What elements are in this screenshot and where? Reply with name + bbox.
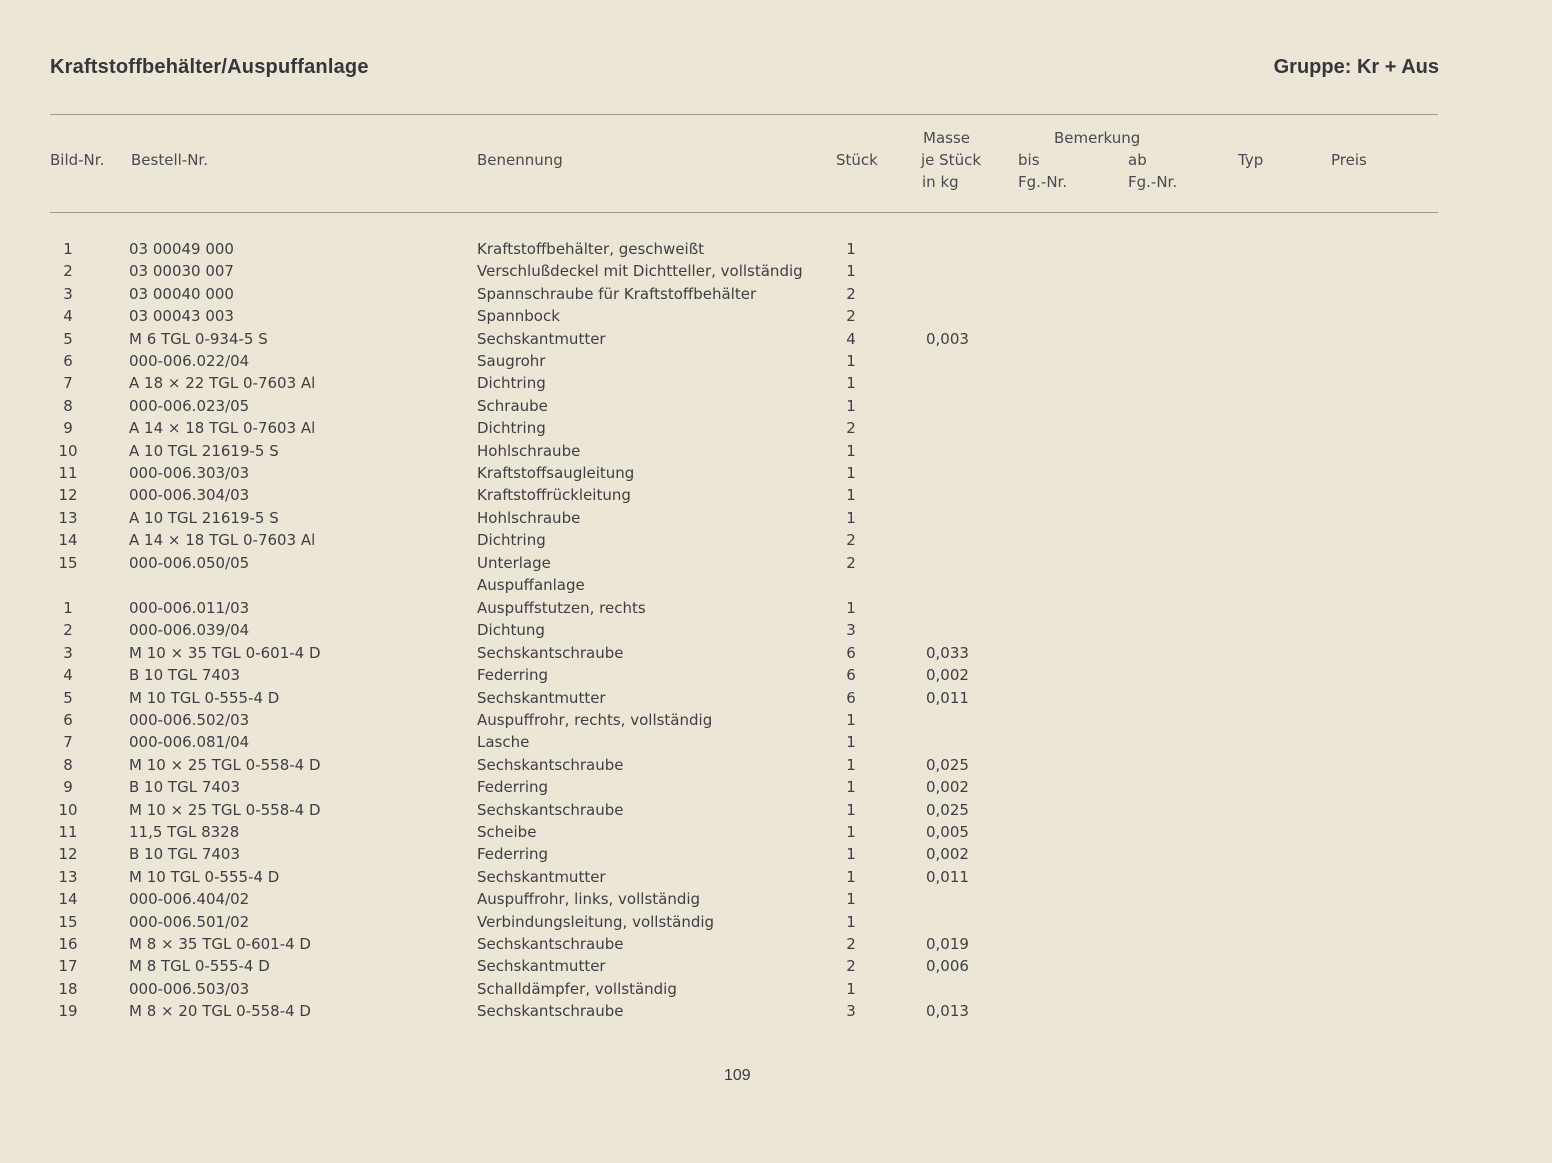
cell-benennung: Auspuffrohr, rechts, vollständig: [477, 711, 713, 729]
table-row: [0, 913, 1552, 935]
cell-benennung: Sechskantmutter: [477, 688, 606, 707]
col-header-stueck: Stück: [836, 151, 878, 169]
cell-masse: 0,019: [926, 935, 969, 953]
cell-benennung: Verbindungsleitung, vollständig: [477, 912, 715, 931]
cell-stueck: 1: [846, 778, 856, 797]
cell-bild-nr: 9: [63, 419, 73, 438]
cell-bestell-nr: 11,5 TGL 8328: [129, 823, 240, 841]
cell-benennung: Schalldämpfer, vollständig: [477, 979, 677, 998]
col-header-benennung: Benennung: [477, 151, 563, 169]
cell-bestell-nr: 000-006.023/05: [129, 396, 250, 415]
cell-bild-nr: 7: [63, 374, 73, 393]
table-row: [0, 957, 1552, 979]
cell-stueck: 6: [846, 688, 856, 707]
cell-bestell-nr: 000-006.039/04: [129, 621, 250, 640]
table-row: [0, 666, 1552, 688]
cell-benennung: Unterlage: [477, 553, 551, 572]
cell-benennung: Kraftstoffbehälter, geschweißt: [477, 240, 705, 258]
cell-stueck: 2: [846, 419, 856, 438]
cell-bestell-nr: 000-006.503/03: [129, 979, 250, 998]
table-row: [0, 733, 1552, 755]
table-row: [0, 778, 1552, 800]
cell-benennung: Sechskantschraube: [477, 755, 624, 774]
cell-benennung: Sechskantschraube: [477, 935, 624, 953]
table-row: [0, 644, 1552, 666]
cell-bestell-nr: 000-006.081/04: [129, 733, 250, 752]
cell-bestell-nr: B 10 TGL 7403: [129, 778, 240, 797]
cell-bestell-nr: 000-006.050/05: [129, 553, 250, 572]
cell-bestell-nr: 03 00043 003: [129, 307, 234, 326]
col-header-typ: Typ: [1238, 151, 1264, 169]
table-row: [0, 352, 1552, 374]
cell-bild-nr: 8: [63, 396, 73, 415]
cell-masse: 0,011: [926, 688, 969, 707]
cell-stueck: 6: [846, 666, 856, 685]
cell-benennung: Federring: [477, 778, 549, 797]
cell-bestell-nr: M 6 TGL 0-934-5 S: [129, 329, 268, 348]
cell-bild-nr: 1: [63, 599, 73, 617]
cell-bild-nr: 19: [58, 1002, 78, 1021]
cell-bestell-nr: B 10 TGL 7403: [129, 666, 240, 685]
cell-benennung: Sechskantmutter: [477, 957, 606, 976]
cell-bestell-nr: M 8 × 35 TGL 0-601-4 D: [129, 935, 311, 953]
cell-stueck: 2: [846, 307, 856, 326]
cell-bestell-nr: A 10 TGL 21619-5 S: [129, 441, 279, 460]
cell-stueck: 1: [846, 890, 856, 909]
page-number: 109: [724, 1067, 751, 1084]
cell-bild-nr: 18: [58, 979, 78, 998]
cell-benennung: Federring: [477, 666, 549, 685]
cell-benennung: Sechskantschraube: [477, 643, 624, 662]
cell-stueck: 2: [846, 553, 856, 572]
cell-bestell-nr: M 10 × 35 TGL 0-601-4 D: [129, 643, 321, 662]
cell-masse: 0,033: [926, 643, 969, 662]
cell-bild-nr: 16: [58, 935, 78, 953]
cell-bild-nr: 5: [63, 688, 73, 707]
cell-bestell-nr: 000-006.501/02: [129, 912, 250, 931]
cell-bild-nr: 15: [58, 553, 78, 572]
cell-benennung: Spannschraube für Kraftstoffbehälter: [477, 284, 757, 303]
col-header-in-kg: in kg: [922, 173, 959, 191]
cell-stueck: 4: [846, 329, 856, 348]
cell-stueck: 1: [846, 979, 856, 998]
page-title: Kraftstoffbehälter/Auspuffanlage: [50, 56, 369, 78]
cell-benennung: Spannbock: [477, 307, 560, 326]
cell-benennung: Hohlschraube: [477, 441, 581, 460]
table-row: [0, 599, 1552, 621]
cell-bild-nr: 13: [58, 508, 78, 527]
section-label-auspuffanlage: Auspuffanlage: [477, 576, 585, 594]
cell-benennung: Dichtring: [477, 419, 546, 438]
cell-stueck: 1: [846, 867, 856, 886]
cell-bestell-nr: B 10 TGL 7403: [129, 845, 240, 864]
cell-bild-nr: 3: [63, 643, 73, 662]
table-row: [0, 621, 1552, 643]
table-row: [0, 890, 1552, 912]
table-row: [0, 980, 1552, 1002]
table-row: [0, 689, 1552, 711]
cell-bestell-nr: M 10 × 25 TGL 0-558-4 D: [129, 755, 321, 774]
table-row: [0, 307, 1552, 329]
cell-masse: 0,002: [926, 778, 969, 797]
table-row: [0, 935, 1552, 957]
table-row: [0, 509, 1552, 531]
cell-masse: 0,003: [926, 329, 969, 348]
cell-bild-nr: 14: [58, 531, 78, 550]
cell-bild-nr: 10: [58, 441, 78, 460]
cell-benennung: Dichtring: [477, 374, 546, 393]
cell-bestell-nr: 03 00049 000: [129, 240, 234, 258]
cell-benennung: Saugrohr: [477, 352, 546, 370]
col-header-ab: ab: [1128, 151, 1147, 169]
col-header-bestell-nr: Bestell-Nr.: [131, 151, 208, 169]
cell-benennung: Lasche: [477, 733, 530, 752]
table-row: [0, 486, 1552, 508]
header-top-rule: [50, 114, 1438, 115]
cell-benennung: Hohlschraube: [477, 508, 581, 527]
cell-bestell-nr: 000-006.304/03: [129, 486, 250, 505]
cell-bestell-nr: M 8 TGL 0-555-4 D: [129, 957, 270, 976]
cell-stueck: 1: [846, 711, 856, 729]
cell-bild-nr: 7: [63, 733, 73, 752]
table-row: [0, 464, 1552, 486]
cell-stueck: 1: [846, 486, 856, 505]
group-label: Gruppe: Kr + Aus: [1273, 56, 1439, 78]
cell-masse: 0,025: [926, 755, 969, 774]
cell-benennung: Schraube: [477, 396, 548, 415]
cell-stueck: 2: [846, 957, 856, 976]
cell-stueck: 1: [846, 845, 856, 864]
cell-bestell-nr: M 10 TGL 0-555-4 D: [129, 867, 280, 886]
cell-bild-nr: 12: [58, 845, 78, 864]
table-row: [0, 801, 1552, 823]
cell-bild-nr: 5: [63, 329, 73, 348]
cell-stueck: 1: [846, 240, 856, 258]
table-row: [0, 531, 1552, 553]
cell-stueck: 1: [846, 352, 856, 370]
cell-stueck: 2: [846, 935, 856, 953]
cell-bild-nr: 4: [63, 307, 73, 326]
cell-stueck: 1: [846, 464, 856, 482]
table-row: [0, 1002, 1552, 1024]
cell-stueck: 1: [846, 823, 856, 841]
cell-bild-nr: 4: [63, 666, 73, 685]
cell-benennung: Auspuffstutzen, rechts: [477, 599, 646, 617]
cell-bild-nr: 2: [63, 621, 73, 640]
cell-bestell-nr: M 10 TGL 0-555-4 D: [129, 688, 280, 707]
cell-stueck: 3: [846, 1002, 856, 1021]
cell-bestell-nr: 03 00040 000: [129, 284, 234, 303]
cell-bild-nr: 8: [63, 755, 73, 774]
cell-bild-nr: 6: [63, 711, 73, 729]
cell-stueck: 1: [846, 733, 856, 752]
table-row: [0, 868, 1552, 890]
col-header-bemerkung: Bemerkung: [1054, 129, 1141, 147]
cell-benennung: Dichtring: [477, 531, 546, 550]
cell-bild-nr: 17: [58, 957, 78, 976]
header-bottom-rule: [50, 212, 1438, 213]
cell-stueck: 1: [846, 508, 856, 527]
cell-benennung: Sechskantschraube: [477, 800, 624, 819]
cell-stueck: 6: [846, 643, 856, 662]
cell-bestell-nr: A 14 × 18 TGL 0-7603 Al: [129, 531, 316, 550]
cell-benennung: Auspuffrohr, links, vollständig: [477, 890, 701, 909]
cell-bild-nr: 10: [58, 800, 78, 819]
cell-bild-nr: 11: [58, 823, 78, 841]
cell-bild-nr: 13: [58, 867, 78, 886]
cell-bestell-nr: A 10 TGL 21619-5 S: [129, 508, 279, 527]
cell-bild-nr: 3: [63, 284, 73, 303]
cell-benennung: Kraftstoffrückleitung: [477, 486, 631, 505]
cell-stueck: 1: [846, 374, 856, 393]
cell-bestell-nr: M 8 × 20 TGL 0-558-4 D: [129, 1002, 311, 1021]
cell-benennung: Federring: [477, 845, 549, 864]
cell-benennung: Kraftstoffsaugleitung: [477, 464, 635, 482]
cell-bild-nr: 15: [58, 912, 78, 931]
col-header-masse: Masse: [923, 129, 970, 147]
cell-benennung: Sechskantschraube: [477, 1002, 624, 1021]
table-row: [0, 285, 1552, 307]
cell-stueck: 1: [846, 800, 856, 819]
cell-bestell-nr: 03 00030 007: [129, 262, 234, 281]
table-row: [0, 397, 1552, 419]
table-row: [0, 845, 1552, 867]
cell-bild-nr: 1: [63, 240, 73, 258]
cell-bild-nr: 14: [58, 890, 78, 909]
col-header-ab-fgnr: Fg.-Nr.: [1128, 173, 1178, 191]
col-header-preis: Preis: [1331, 151, 1367, 169]
cell-bild-nr: 11: [58, 464, 78, 482]
cell-benennung: Sechskantmutter: [477, 329, 606, 348]
cell-masse: 0,002: [926, 845, 969, 864]
cell-bestell-nr: A 14 × 18 TGL 0-7603 Al: [129, 419, 316, 438]
cell-stueck: 2: [846, 531, 856, 550]
cell-stueck: 1: [846, 599, 856, 617]
cell-bestell-nr: 000-006.303/03: [129, 464, 250, 482]
table-row: [0, 240, 1552, 262]
cell-stueck: 1: [846, 755, 856, 774]
cell-masse: 0,011: [926, 867, 969, 886]
table-row: [0, 262, 1552, 284]
cell-benennung: Sechskantmutter: [477, 867, 606, 886]
cell-masse: 0,005: [926, 823, 969, 841]
cell-bestell-nr: 000-006.011/03: [129, 599, 250, 617]
cell-stueck: 1: [846, 912, 856, 931]
table-row: [0, 823, 1552, 845]
col-header-bis-fgnr: Fg.-Nr.: [1018, 173, 1068, 191]
cell-bestell-nr: M 10 × 25 TGL 0-558-4 D: [129, 800, 321, 819]
cell-stueck: 1: [846, 441, 856, 460]
cell-bestell-nr: 000-006.022/04: [129, 352, 250, 370]
cell-stueck: 3: [846, 621, 856, 640]
cell-stueck: 2: [846, 284, 856, 303]
cell-benennung: Verschlußdeckel mit Dichtteller, vollständig: [477, 262, 803, 281]
cell-bild-nr: 12: [58, 486, 78, 505]
cell-masse: 0,013: [926, 1002, 969, 1021]
cell-bild-nr: 9: [63, 778, 73, 797]
cell-bestell-nr: 000-006.502/03: [129, 711, 250, 729]
cell-masse: 0,006: [926, 957, 969, 976]
cell-masse: 0,002: [926, 666, 969, 685]
table-row: [0, 419, 1552, 441]
col-header-bis: bis: [1018, 151, 1040, 169]
table-row: [0, 330, 1552, 352]
cell-benennung: Scheibe: [477, 823, 537, 841]
table-row: [0, 711, 1552, 733]
cell-bestell-nr: 000-006.404/02: [129, 890, 250, 909]
table-row: [0, 554, 1552, 576]
cell-bild-nr: 2: [63, 262, 73, 281]
table-row: [0, 442, 1552, 464]
cell-bild-nr: 6: [63, 352, 73, 370]
table-row: [0, 374, 1552, 396]
cell-stueck: 1: [846, 262, 856, 281]
col-header-je-stueck: je Stück: [921, 151, 982, 169]
cell-bestell-nr: A 18 × 22 TGL 0-7603 Al: [129, 374, 316, 393]
cell-masse: 0,025: [926, 800, 969, 819]
table-row: [0, 756, 1552, 778]
cell-stueck: 1: [846, 396, 856, 415]
cell-benennung: Dichtung: [477, 621, 545, 640]
col-header-bild-nr: Bild-Nr.: [50, 151, 105, 169]
